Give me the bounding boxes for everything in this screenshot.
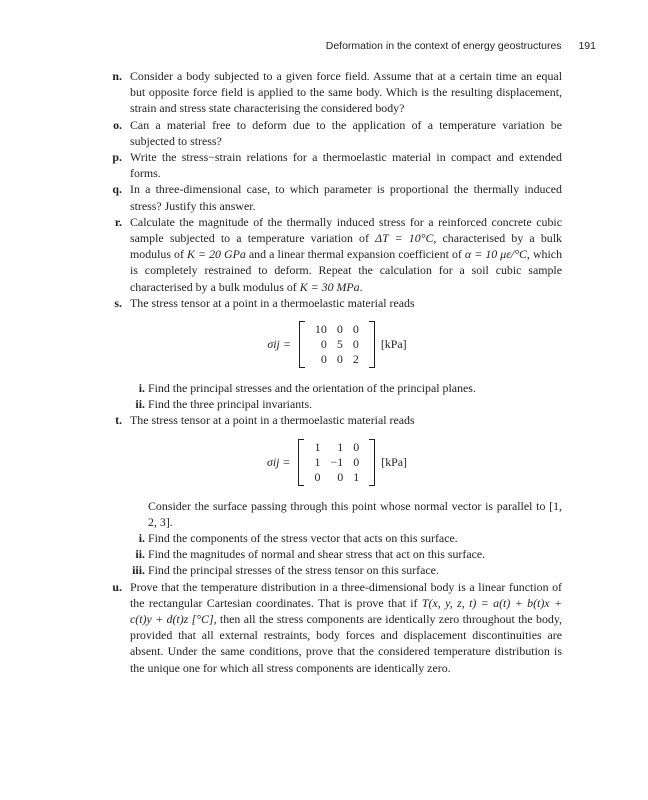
matrix-cell: 0	[337, 469, 344, 484]
temperature-formula: T(x, y, z, t) = a(t) + b(t)x + c(t)y + d(t)z [°C]	[130, 595, 562, 627]
subquestion-label: ii.	[135, 397, 145, 412]
math-bulk-modulus-soil: K = 30 MPa	[299, 279, 360, 294]
subquestion-text: Find the magnitudes of normal and shear stress that act on this surface.	[148, 547, 486, 562]
tensor-symbol: σij =	[266, 455, 291, 470]
exercise-label: t.	[115, 413, 122, 428]
running-header	[326, 40, 596, 52]
exercise-text: The stress tensor at a point in a thermoelastic material reads	[130, 413, 415, 428]
subquestion-s-i	[112, 380, 562, 396]
matrix-cell: 1	[314, 439, 321, 454]
matrix-cell: 0	[320, 352, 327, 367]
exercise-q	[112, 181, 562, 213]
matrix-cell: 1	[314, 454, 321, 469]
math-alpha: α = 10 με/°C	[464, 247, 527, 262]
tensor-matrix	[299, 321, 375, 368]
exercise-text: , which is completely restrained to deform. Repeat the calculation for a soil cubic sample characterised by a bulk modulus of	[130, 247, 563, 294]
exercise-p	[112, 149, 562, 181]
exercise-text: Prove that the temperature distribution in a three-dimensional body is a linear function of the rectangular Cartesian coordinates. That is prove that if	[130, 579, 562, 610]
subquestion-label: i.	[138, 381, 145, 396]
matrix-cell: 0	[336, 352, 343, 367]
chapter-title: Deformation in the context of energy geostructures	[325, 40, 562, 52]
matrix-cell: 0	[314, 469, 321, 484]
tensor-unit: [kPa]	[381, 455, 407, 470]
exercise-text: .	[359, 279, 363, 294]
exercise-label: q.	[112, 182, 122, 197]
exercise-label: u.	[112, 579, 122, 594]
exercise-t	[112, 412, 562, 428]
tensor-symbol: σij =	[267, 337, 291, 352]
exercise-text: Consider a body subjected to a given force field. Assume that at a certain time an equal but opposite force field is applied to the same body. Which is the resulting displacement, strain and stress state characterising the considered body?	[130, 69, 562, 116]
matrix-cell: 1	[337, 439, 344, 454]
subquestion-t-i	[112, 530, 562, 546]
subquestion-t-ii	[112, 546, 562, 562]
exercise-list	[112, 68, 562, 676]
exercise-label: o.	[113, 117, 122, 132]
exercise-r	[112, 214, 562, 295]
matrix-cell: 0	[336, 322, 343, 337]
exercise-text: In a three-dimensional case, to which parameter is proportional the thermally induced stress? Justify this answer.	[130, 182, 562, 213]
exercise-text: Calculate the magnitude of the thermally induced stress for a reinforced concrete cubic sample subjected to a temperature variation of	[130, 214, 562, 246]
exercise-n	[112, 68, 562, 117]
subquestion-text: Find the components of the stress vector that acts on this surface.	[148, 531, 458, 546]
page-number: 191	[578, 40, 596, 52]
exercise-text: and a linear thermal expansion coefficient of	[245, 247, 465, 262]
subquestion-text: Find the three principal invariants.	[148, 397, 313, 412]
exercise-label: p.	[112, 150, 122, 165]
subquestion-t-iii	[112, 562, 562, 578]
exercise-label: s.	[114, 295, 122, 310]
exercise-text: , then all the stress components are identically zero throughout the body, provided that all external restraints, body forces and displacement discontinuities are absent. Under the same conditions, prove that the considered temperature distribution is the unique one for which all stress components are identically zero.	[130, 612, 562, 675]
subquestion-label: ii.	[135, 547, 145, 562]
stress-tensor-equation	[112, 321, 562, 368]
matrix-cell: 0	[352, 322, 359, 337]
exercise-label: r.	[114, 214, 122, 229]
subquestion-label: iii.	[132, 563, 145, 578]
subquestion-s-ii	[112, 396, 562, 412]
matrix-cell: 0	[353, 439, 360, 454]
matrix-cell: 0	[320, 337, 327, 352]
matrix-cell: 0	[352, 337, 359, 352]
stress-tensor-equation	[112, 439, 562, 486]
exercise-text: , characterised by a bulk modulus of	[130, 231, 562, 262]
matrix-cell: 1	[353, 469, 360, 484]
exercise-o	[112, 117, 562, 149]
subquestion-label: i.	[138, 531, 145, 546]
exercise-u	[112, 579, 562, 676]
exercise-s	[112, 295, 562, 311]
exercise-text: The stress tensor at a point in a thermoelastic material reads	[130, 295, 415, 310]
tensor-unit: [kPa]	[380, 337, 407, 352]
tensor-matrix	[298, 439, 375, 486]
matrix-cell: 10	[314, 322, 327, 337]
subquestion-text: Find the principal stresses and the orientation of the principal planes.	[148, 381, 476, 396]
exercise-text: Write the stress−strain relations for a thermoelastic material in compact and extended forms.	[130, 150, 562, 181]
matrix-cell: 5	[336, 337, 343, 352]
math-bulk-modulus: K = 20 GPa	[187, 247, 246, 262]
surface-paragraph: Consider the surface passing through this point whose normal vector is parallel to [1, 2, 3].	[148, 498, 562, 529]
exercise-label: n.	[112, 69, 122, 83]
matrix-cell: 0	[353, 454, 360, 469]
exercise-text: Can a material free to deform due to the application of a temperature variation be subjected to stress?	[130, 117, 562, 148]
matrix-cell: −1	[330, 454, 344, 469]
math-delta-t: ΔT = 10°C	[375, 231, 434, 246]
matrix-cell: 2	[352, 352, 359, 367]
subquestion-text: Find the principal stresses of the stress tensor on this surface.	[148, 563, 439, 578]
